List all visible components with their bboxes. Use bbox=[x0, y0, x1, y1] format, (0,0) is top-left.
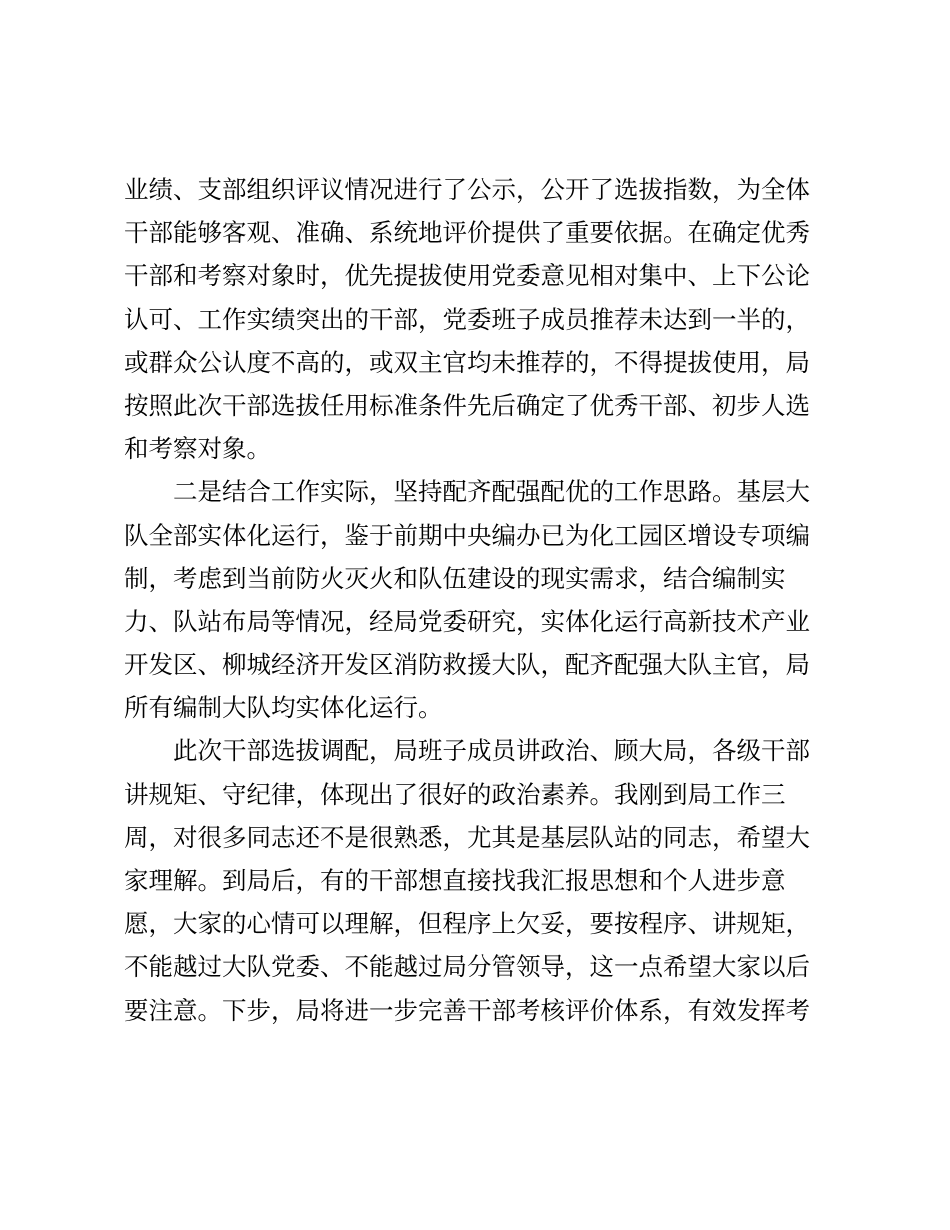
text-line: 开发区、柳城经济开发区消防救援大队，配齐配强大队主官，局 bbox=[124, 650, 810, 680]
text-line: 干部能够客观、准确、系统地评价提供了重要依据。在确定优秀 bbox=[124, 218, 810, 248]
text-line: 此次干部选拔调配，局班子成员讲政治、顾大局，各级干部 bbox=[124, 736, 810, 766]
text-line: 周，对很多同志还不是很熟悉，尤其是基层队站的同志，希望大 bbox=[124, 822, 810, 852]
text-line: 二是结合工作实际，坚持配齐配强配优的工作思路。基层大 bbox=[124, 477, 810, 507]
text-line: 干部和考察对象时，优先提拔使用党委意见相对集中、上下公论 bbox=[124, 261, 810, 291]
text-line: 讲规矩、守纪律，体现出了很好的政治素养。我刚到局工作三 bbox=[124, 779, 786, 809]
text-line: 要注意。下步，局将进一步完善干部考核评价体系，有效发挥考 bbox=[124, 995, 810, 1025]
text-line: 愿，大家的心情可以理解，但程序上欠妥，要按程序、讲规矩， bbox=[124, 909, 810, 939]
text-line: 或群众公认度不高的，或双主官均未推荐的，不得提拔使用，局 bbox=[124, 347, 810, 377]
text-line: 队全部实体化运行，鉴于前期中央编办已为化工园区增设专项编 bbox=[124, 520, 810, 550]
text-line: 不能越过大队党委、不能越过局分管领导，这一点希望大家以后 bbox=[124, 952, 810, 982]
text-line: 按照此次干部选拔任用标准条件先后确定了优秀干部、初步人选 bbox=[124, 390, 810, 420]
text-line: 和考察对象。 bbox=[124, 434, 271, 464]
text-line: 认可、工作实绩突出的干部，党委班子成员推荐未达到一半的， bbox=[124, 304, 810, 334]
body-text bbox=[124, 168, 824, 1032]
text-line: 家理解。到局后，有的干部想直接找我汇报思想和个人进步意 bbox=[124, 866, 786, 895]
text-line: 所有编制大队均实体化运行。 bbox=[124, 693, 443, 723]
text-line: 制，考虑到当前防火灭火和队伍建设的现实需求，结合编制实 bbox=[124, 563, 786, 593]
text-line: 力、队站布局等情况，经局党委研究，实体化运行高新技术产业 bbox=[124, 606, 810, 636]
text-line: 业绩、支部组织评议情况进行了公示，公开了选拔指数，为全体 bbox=[124, 175, 810, 204]
